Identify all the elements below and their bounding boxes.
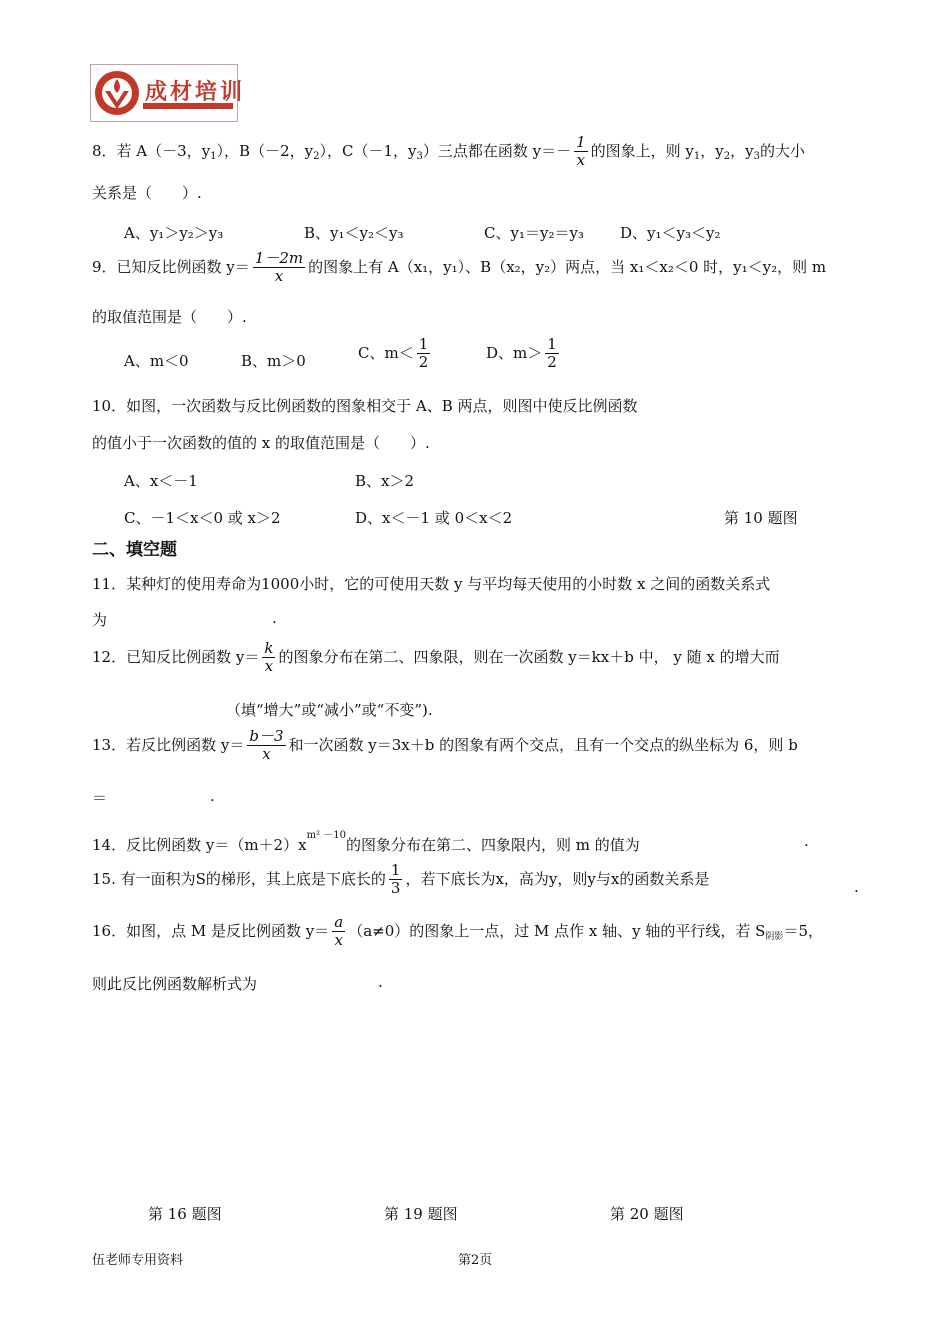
q9-option-c-text: C、m＜ — [358, 343, 414, 362]
fraction-denominator: x — [264, 657, 274, 676]
q9-option-c — [358, 336, 433, 372]
fraction-denominator: x — [576, 151, 586, 170]
q9-half-fraction — [545, 336, 559, 372]
question-13-line1 — [92, 728, 798, 764]
question-11-line1: 11．某种灯的使用寿命为1000小时，它的可使用天数 y 与平均每天使用的小时数 x 之间的函数关系式 — [92, 575, 771, 593]
fraction-denominator: 2 — [418, 353, 429, 372]
q13-text: 13．若反比例函数 y＝ — [92, 735, 245, 754]
q8-option-d: D、y₁＜y₃＜y₂ — [620, 224, 721, 242]
q12-fraction — [262, 640, 275, 676]
q8-text: ）三点都在函数 y＝－ — [422, 141, 572, 160]
q16-text: （a≠0）的图象上一点，过 M 点作 x 轴、y 轴的平行线，若 S — [348, 921, 766, 940]
fraction-numerator: 1 — [418, 335, 429, 353]
q8-text: ，y — [730, 141, 754, 160]
q15-text: 15. 有一面积为S的梯形，其上底是下底长的 — [92, 869, 386, 888]
question-11-line2a: 为 — [92, 611, 108, 629]
q8-sub: 1 — [210, 150, 217, 162]
q9-option-b: B、m＞0 — [241, 352, 306, 370]
question-15-end: . — [854, 878, 859, 896]
question-9-line2: 的取值范围是（ ）. — [92, 308, 247, 326]
section-title: 二、填空题 — [92, 540, 177, 560]
fraction-numerator: 1 — [576, 133, 586, 151]
q13-fraction — [247, 728, 285, 764]
q9-option-d — [486, 336, 562, 372]
q16-text: 16．如图，点 M 是反比例函数 y＝ — [92, 921, 330, 940]
q8-option-a: A、y₁＞y₂＞y₃ — [124, 224, 224, 242]
figure-caption-16: 第 16 题图 — [148, 1205, 222, 1223]
q12-text: 的图象分布在第二、四象限，则在一次函数 y＝kx＋b 中， y 随 x 的增大而 — [278, 647, 780, 666]
question-16-line2b: . — [378, 973, 383, 991]
question-15 — [92, 862, 709, 898]
question-11-line2b: . — [272, 609, 277, 627]
q9-option-a: A、m＜0 — [124, 352, 189, 370]
question-12-line2: （填“增大”或“减小”或“不变”). — [226, 701, 433, 719]
fraction-numerator: 1 — [547, 335, 557, 353]
q8-option-c: C、y₁＝y₂＝y₃ — [484, 224, 584, 242]
q16-text: ＝5， — [783, 921, 823, 940]
q8-option-b: B、y₁＜y₂＜y₃ — [304, 224, 404, 242]
q10-option-c: C、－1＜x＜0 或 x＞2 — [124, 509, 281, 527]
q15-text: ，若下底长为x，高为y，则y与x的函数关系是 — [405, 869, 710, 888]
q8-text: 8．若 A（－3，y — [92, 141, 211, 160]
q9-fraction — [253, 250, 305, 286]
q8-sub: 3 — [753, 150, 760, 162]
q8-sub: 2 — [313, 150, 320, 162]
q10-option-b: B、x＞2 — [355, 472, 415, 490]
q8-fraction — [574, 134, 588, 170]
fraction-numerator: b－3 — [249, 727, 284, 745]
q14-text: 的图象分布在第二、四象限内，则 m 的值为 — [345, 836, 640, 854]
q8-sub: 1 — [693, 150, 701, 162]
q8-text: ），B（－2，y — [216, 141, 314, 160]
question-16-line1 — [92, 914, 823, 950]
fraction-numerator: 1－2m — [254, 249, 304, 267]
question-10-line1: 10．如图，一次函数与反比例函数的图象相交于 A、B 两点，则图中使反比例函数 — [92, 397, 638, 415]
q10-option-d: D、x＜－1 或 0＜x＜2 — [355, 509, 513, 527]
q9-half-fraction — [417, 336, 431, 372]
q10-figure-caption: 第 10 题图 — [724, 509, 798, 527]
q8-text: 的图象上，则 y — [590, 141, 694, 160]
fraction-denominator: x — [274, 267, 284, 286]
question-12-line1 — [92, 640, 780, 676]
q8-text: ，y — [700, 141, 724, 160]
logo-text: 成材培训 — [145, 79, 246, 105]
q16-subscript: 阴影 — [765, 931, 784, 942]
q8-text: ），C（－1，y — [319, 141, 417, 160]
q14-exponent: m² －10 — [306, 830, 346, 841]
q8-sub: 2 — [723, 150, 731, 162]
fraction-denominator: 2 — [547, 353, 557, 372]
q12-text: 12．已知反比例函数 y＝ — [92, 647, 260, 666]
question-9-line1 — [92, 250, 826, 286]
question-16-line2a: 则此反比例函数解析式为 — [92, 975, 258, 993]
q16-fraction — [332, 914, 345, 950]
q8-text: 的大小 — [759, 141, 805, 160]
question-10-line2: 的值小于一次函数的值的 x 的取值范围是（ ）. — [92, 434, 430, 452]
q15-fraction — [389, 862, 403, 898]
q9-text: 9．已知反比例函数 y＝ — [92, 257, 250, 276]
q10-option-a: A、x＜－1 — [124, 472, 198, 490]
question-14-end: . — [804, 832, 809, 850]
fraction-numerator: a — [334, 913, 344, 931]
footer-page-number: 第2页 — [458, 1253, 493, 1268]
logo — [90, 64, 246, 122]
q9-text: 的图象上有 A（x₁，y₁）、B（x₂，y₂）两点，当 x₁＜x₂＜0 时，y₁＜y₂，则 m — [308, 257, 827, 276]
figure-caption-19: 第 19 题图 — [384, 1205, 458, 1223]
question-13-line2a: ＝ — [92, 789, 108, 807]
q9-option-d-text: D、m＞ — [486, 343, 543, 362]
question-8-line2: 关系是（ ）. — [92, 184, 202, 202]
figure-caption-20: 第 20 题图 — [610, 1205, 684, 1223]
fraction-denominator: x — [334, 931, 343, 950]
footer-left: 伍老师专用资料 — [92, 1253, 184, 1268]
q8-sub: 3 — [416, 150, 423, 162]
question-14 — [92, 832, 640, 855]
question-13-line2b: . — [210, 787, 215, 805]
fraction-denominator: 3 — [390, 879, 401, 898]
q13-text: 和一次函数 y＝3x＋b 的图象有两个交点，且有一个交点的纵坐标为 6，则 b — [288, 735, 798, 754]
fraction-denominator: x — [262, 745, 271, 764]
fraction-numerator: k — [264, 639, 274, 657]
question-8-line1 — [92, 134, 805, 170]
fraction-numerator: 1 — [390, 861, 401, 879]
q14-text: 14．反比例函数 y＝（m＋2）x — [92, 836, 307, 854]
